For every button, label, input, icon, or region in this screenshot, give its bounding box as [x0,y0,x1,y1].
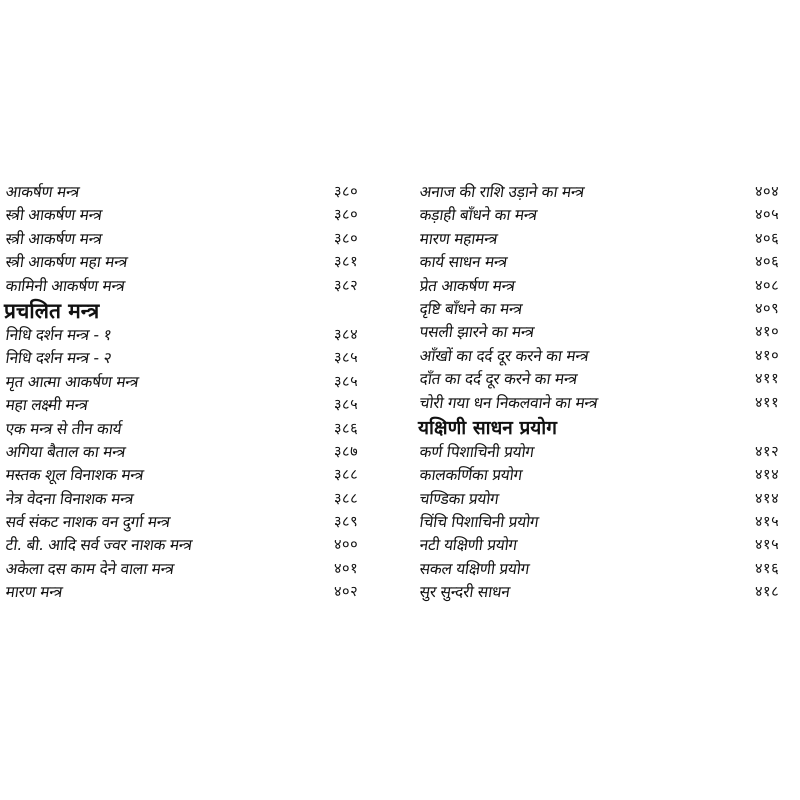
index-entry [418,581,796,604]
index-entry [418,464,796,487]
entry-page-number: ४०१ [334,560,359,577]
entry-title: चिंचि पिशाचिनी प्रयोग [418,513,540,532]
entry-page-number: ३८० [334,230,359,247]
entry-title: सुर सुन्दरी साधन [418,583,511,602]
index-entry [418,298,796,321]
section-heading [418,415,796,441]
entry-page-number: ४१४ [755,467,780,484]
index-entry [418,488,796,511]
entry-page-number: ४१५ [755,514,780,531]
index-entry [4,394,386,417]
entry-title: निधि दर्शन मन्त्र - १ [4,325,113,344]
entry-title: एक मन्त्र से तीन कार्य [4,419,123,438]
index-entry [4,181,386,204]
entry-title: दृष्टि बाँधने का मन्त्र [418,299,524,318]
entry-page-number: ३८६ [334,420,359,437]
entry-title: आकर्षण मन्त्र [4,183,81,201]
entry-page-number: ४११ [755,394,780,411]
entry-title: स्त्री आकर्षण मन्त्र [4,206,103,225]
entry-page-number: ३८० [334,207,359,224]
entry-title: अकेला दस काम देने वाला मन्त्र [4,559,175,578]
index-entry [418,534,796,557]
entry-page-number: ४१५ [755,537,780,554]
entry-page-number: ३८५ [334,397,359,414]
left-column [4,181,386,605]
entry-page-number: ३८८ [334,490,359,507]
entry-title: निधि दर्शन मन्त्र - २ [4,349,113,368]
entry-page-number: ४०० [334,537,359,554]
index-entry [418,392,796,415]
index-entry [4,534,386,557]
entry-page-number: ४११ [755,371,780,388]
right-column [418,181,796,605]
entry-page-number: ४१२ [755,443,780,460]
entry-page-number: ४१६ [755,560,780,577]
section-heading [4,298,386,324]
index-entry [418,228,796,251]
entry-title: कड़ाही बाँधने का मन्त्र [418,206,539,225]
index-entry [4,511,386,534]
entry-title: सकल यक्षिणी प्रयोग [418,559,531,578]
index-entry [4,275,386,298]
entry-title: नेत्र वेदना विनाशक मन्त्र [4,489,135,508]
entry-title: नटी यक्षिणी प्रयोग [418,536,519,555]
entry-title: कालकर्णिका प्रयोग [418,466,524,485]
index-entry [4,464,386,487]
index-entry [418,558,796,581]
entry-title: टी. बी. आदि सर्व ज्वर नाशक मन्त्र [4,536,194,555]
entry-title: महा लक्ष्मी मन्त्र [4,396,89,415]
entry-page-number: ४०६ [755,230,780,247]
index-entry [4,371,386,394]
index-entry [418,204,796,227]
index-entry [418,511,796,534]
section-heading-title: यक्षिणी साधन प्रयोग [418,416,557,439]
entry-page-number: ४१० [755,324,780,341]
entry-title: कर्ण पिशाचिनी प्रयोग [418,442,536,461]
entry-page-number: ४१८ [755,584,780,601]
entry-title: मृत आत्मा आकर्षण मन्त्र [4,372,140,391]
entry-page-number: ४०८ [755,277,780,294]
entry-title: आँखों का दर्द दूर करने का मन्त्र [418,346,590,365]
index-entry [4,488,386,511]
entry-title: मारण महामन्त्र [418,229,499,248]
entry-title: स्त्री आकर्षण महा मन्त्र [4,253,129,272]
index-entry [4,441,386,464]
entry-title: सर्व संकट नाशक वन दुर्गा मन्त्र [4,513,172,532]
index-entry [4,204,386,227]
entry-page-number: ४०६ [755,254,780,271]
entry-title: चोरी गया धन निकलवाने का मन्त्र [418,393,599,412]
entry-title: कामिनी आकर्षण मन्त्र [4,276,126,295]
entry-page-number: ३८० [334,184,359,200]
index-entry [4,418,386,441]
section-heading-title: प्रचलित मन्त्र [4,298,100,323]
entry-title: दाँत का दर्द दूर करने का मन्त्र [418,370,579,389]
entry-page-number: ३८२ [334,277,359,294]
index-entry [418,345,796,368]
entry-title: अनाज की राशि उड़ाने का मन्त्र [418,183,586,201]
entry-page-number: ३८८ [334,467,359,484]
entry-page-number: ३८५ [334,373,359,390]
entry-page-number: ३८९ [334,514,359,531]
index-entry [4,251,386,274]
entry-title: चण्डिका प्रयोग [418,489,500,508]
index-entry [4,581,386,604]
index-entry [4,324,386,347]
entry-page-number: ४१० [755,347,780,364]
entry-page-number: ४०२ [334,584,359,601]
index-entry [418,321,796,344]
entry-page-number: ४१४ [755,490,780,507]
index-entry [418,368,796,391]
index-entry [4,558,386,581]
index-entry [418,275,796,298]
entry-title: मस्तक शूल विनाशक मन्त्र [4,466,145,485]
entry-title: अगिया बैताल का मन्त्र [4,442,127,461]
entry-title: स्त्री आकर्षण मन्त्र [4,229,103,248]
entry-page-number: ४०९ [755,300,780,317]
entry-page-number: ४०४ [755,184,780,200]
entry-title: प्रेत आकर्षण मन्त्र [418,276,516,295]
index-entry [4,347,386,370]
index-entry [418,441,796,464]
index-entry [418,181,796,204]
index-entry [4,228,386,251]
entry-title: मारण मन्त्र [4,583,64,602]
index-entry [418,251,796,274]
entry-page-number: ४०५ [755,207,780,224]
entry-page-number: ३८७ [334,443,359,460]
entry-page-number: ३८४ [334,326,359,343]
entry-title: पसली झारने का मन्त्र [418,323,536,342]
entry-page-number: ३८५ [334,350,359,367]
entry-page-number: ३८१ [334,254,359,271]
entry-title: कार्य साधन मन्त्र [418,253,509,272]
